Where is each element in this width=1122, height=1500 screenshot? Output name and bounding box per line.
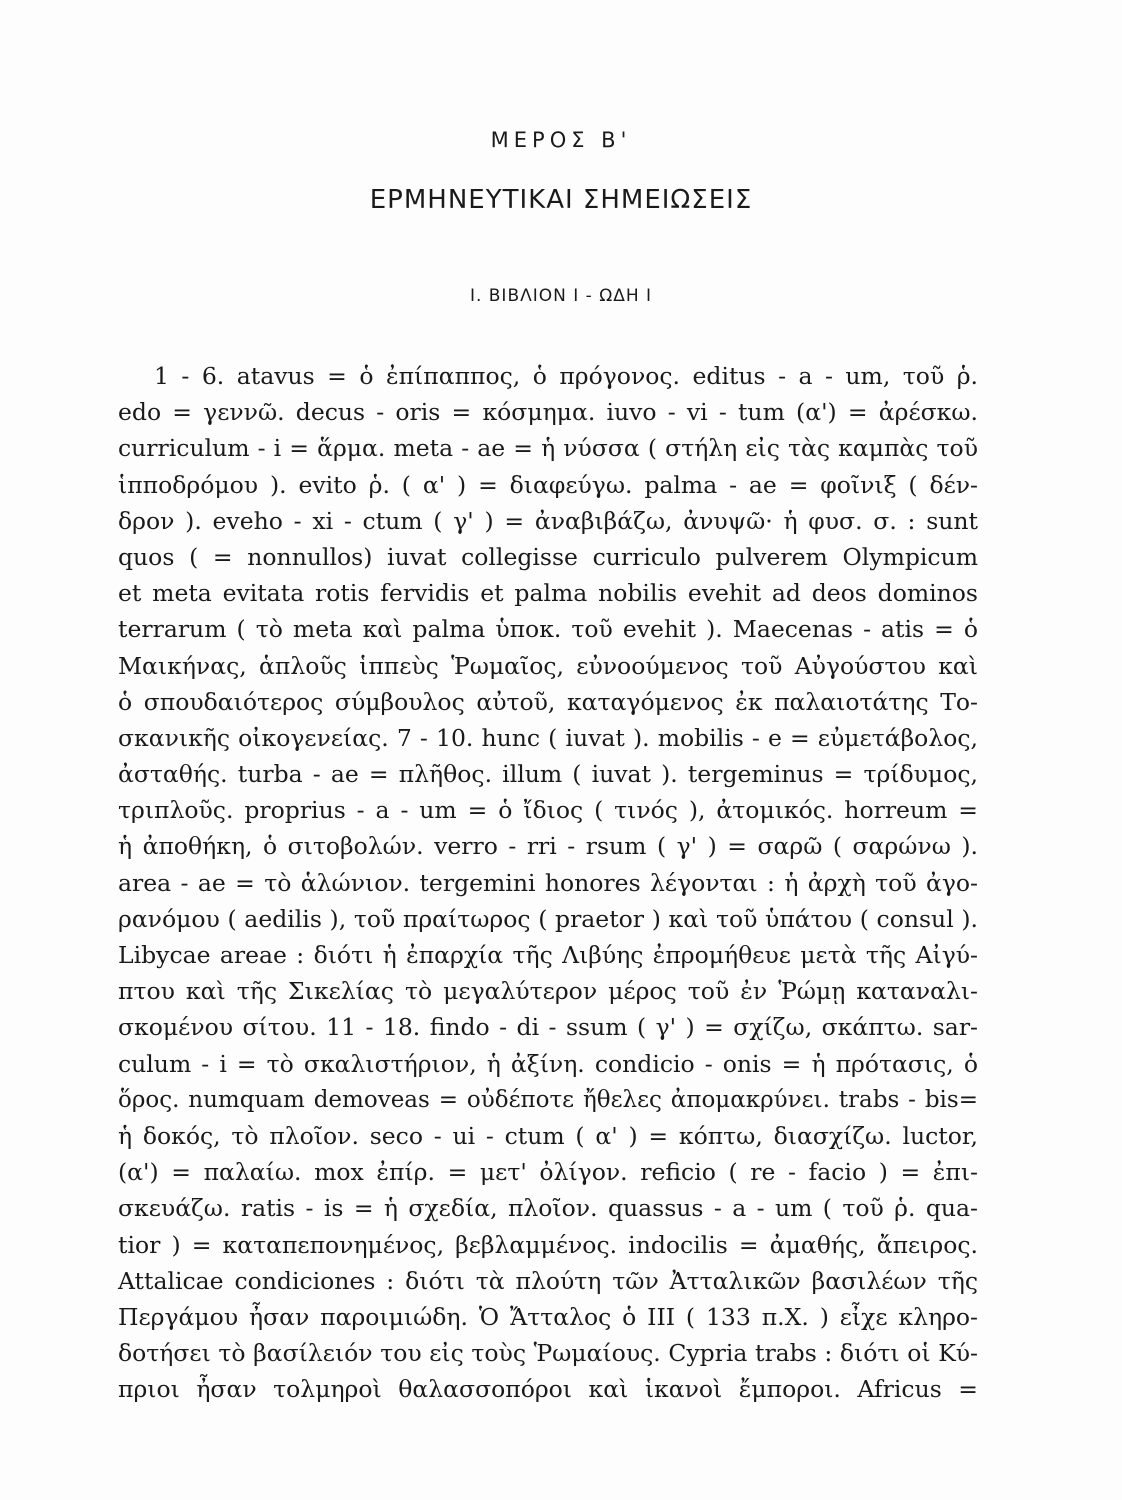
text-line: δρον ). eveho - xi - ctum ( γ' ) = ἀναβιβάζω, ἀνυψῶ· ἡ φυσ. σ. : sunt	[118, 506, 978, 535]
text-line: Attalicae condiciones : διότι τὰ πλούτη τῶν Ἀτταλικῶν βασιλέων τῆς	[118, 1266, 978, 1295]
text-line: Μαικήνας, ἁπλοῦς ἱππεὺς Ῥωμαῖος, εὐνοούμενος τοῦ Αὐγούστου καὶ	[118, 651, 978, 680]
text-line: 1 - 6. atavus = ὁ ἐπίπαππος, ὁ πρόγονος. editus - a - um, τοῦ ῥ.	[154, 362, 978, 390]
text-line: quos ( = nonnullos) iuvat collegisse curriculo pulverem Olympicum	[118, 542, 978, 571]
text-line: σκευάζω. ratis - is = ἡ σχεδία, πλοῖον. quassus - a - um ( τοῦ ῥ. qua-	[118, 1194, 978, 1223]
part-heading: ΜΕΡΟΣ Β'	[490, 128, 632, 152]
text-line: πριοι ἦσαν τολμηροὶ θαλασσοπόροι καὶ ἱκανοὶ ἔμποροι. Africus =	[118, 1375, 978, 1404]
text-line: πτου καὶ τῆς Σικελίας τὸ μεγαλύτερον μέρος τοῦ ἐν Ῥώμῃ καταναλι-	[118, 977, 978, 1006]
text-line: curriculum - i = ἅρμα. meta - ae = ἡ νύσσα ( στήλη εἰς τὰς καμπὰς τοῦ	[118, 434, 978, 463]
text-line: ρανόμου ( aedilis ), τοῦ πραίτωρος ( praetor ) καὶ τοῦ ὑπάτου ( consul ).	[118, 904, 978, 933]
text-line: σκομένου σίτου. 11 - 18. findo - di - ssum ( γ' ) = σχίζω, σκάπτω. sar-	[118, 1013, 978, 1042]
text-line: ἱπποδρόμου ). evito ῥ. ( α' ) = διαφεύγω. palma - ae = φοῖνιξ ( δέν-	[118, 470, 978, 499]
text-line: edo = γεννῶ. decus - oris = κόσμημα. iuvo - vi - tum (α') = ἀρέσκω.	[118, 398, 978, 427]
text-line: σκανικῆς οἰκογενείας. 7 - 10. hunc ( iuvat ). mobilis - e = εὐμετάβολος,	[118, 723, 978, 752]
text-line: terrarum ( τὸ meta καὶ palma ὑποκ. τοῦ evehit ). Maecenas - atis = ὁ	[118, 615, 978, 644]
text-line: δοτήσει τὸ βασίλειόν του εἰς τοὺς Ῥωμαίους. Cypria trabs : διότι οἱ Κύ-	[118, 1339, 978, 1368]
text-line: τριπλοῦς. proprius - a - um = ὁ ἴδιος ( τινός ), ἀτομικός. horreum =	[118, 796, 978, 825]
text-line: culum - i = τὸ σκαλιστήριον, ἡ ἀξίνη. condicio - onis = ἡ πρότασις, ὁ	[118, 1049, 978, 1078]
text-line: et meta evitata rotis fervidis et palma nobilis evehit ad deos dominos	[118, 579, 978, 608]
text-line: Περγάμου ἦσαν παροιμιώδη. Ὁ Ἄτταλος ὁ III ( 133 π.Χ. ) εἶχε κληρο-	[118, 1302, 978, 1331]
commentary-text	[118, 358, 978, 1407]
section-heading: Ι. ΒΙΒΛΙΟΝ Ι - ΩΔΗ Ι	[469, 286, 653, 306]
text-line: ὁ σπουδαιότερος σύμβουλος αὐτοῦ, καταγόμενος ἐκ παλαιοτάτης Το-	[118, 687, 978, 716]
page-title: ΕΡΜΗΝΕΥΤΙΚΑΙ ΣΗΜΕΙΩΣΕΙΣ	[369, 185, 753, 215]
text-line: Libycae areae : διότι ἡ ἐπαρχία τῆς Λιβύης ἐπρομήθευε μετὰ τῆς Αἰγύ-	[118, 941, 978, 969]
text-line: ἀσταθής. turba - ae = πλῆθος. illum ( iuvat ). tergeminus = τρίδυμος,	[118, 760, 978, 789]
text-line: (α') = παλαίω. mox ἐπίρ. = μετ' ὀλίγον. reficio ( re - facio ) = ἐπι-	[118, 1158, 978, 1187]
text-line: area - ae = τὸ ἁλώνιον. tergemini honores λέγονται : ἡ ἀρχὴ τοῦ ἀγο-	[118, 868, 978, 897]
text-line: ἡ δοκός, τὸ πλοῖον. seco - ui - ctum ( α' ) = κόπτω, διασχίζω. luctor,	[118, 1121, 978, 1150]
text-line: ὅρος. numquam demoveas = οὐδέποτε ἤθελες ἀπομακρύνει. trabs - bis=	[118, 1086, 978, 1113]
text-line: ἡ ἀποθήκη, ὁ σιτοβολών. verro - rri - rsum ( γ' ) = σαρῶ ( σαρώνω ).	[118, 832, 978, 861]
text-line: tior ) = καταπεπονημένος, βεβλαμμένος. indocilis = ἀμαθής, ἄπειρος.	[118, 1230, 978, 1259]
